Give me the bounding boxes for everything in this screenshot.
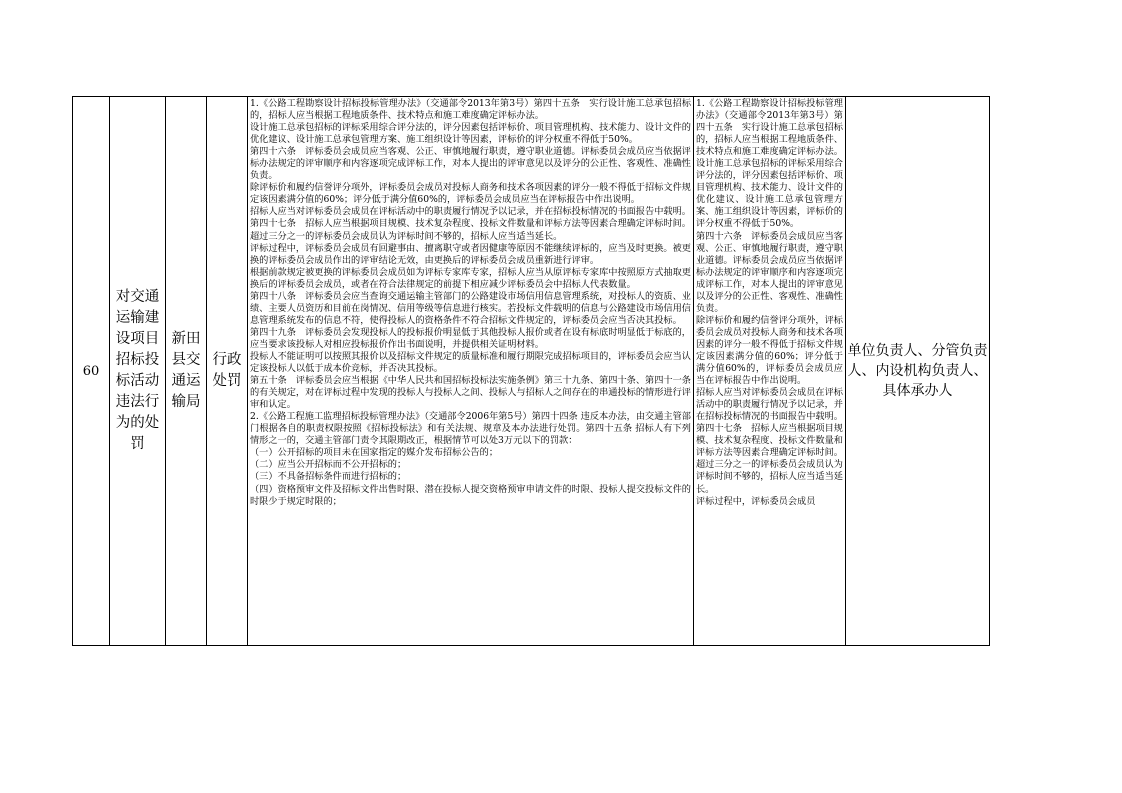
basis-paragraph: 评标过程中，评标委员会成员 — [696, 495, 816, 507]
basis-paragraph: 评标过程中，评标委员会成员有回避事由、擅离职守或者因健康等原因不能继续评标的，应当及时更换。被更换的评标委员会成员作出的评审结论无效，由更换后的评标委员会成员重新进行评审。 — [250, 242, 691, 266]
basis-paragraph: （四）资格预审文件及招标文件出售时限、潜在投标人提交资格预审申请文件的时限、投标人提交投标文件的时限少于规定时限的； — [250, 483, 691, 507]
category: 行政处罚 — [207, 97, 248, 646]
basis-paragraph: 投标人不能证明可以按照其报价以及招标文件规定的质量标准和履行期限完成招标项目的，评标委员会应当认定该投标人以低于成本价竞标，并否决其投标。 — [250, 350, 691, 375]
legal-basis-excerpt-text — [694, 97, 845, 645]
basis-paragraph: 第四十六条 评标委员会成员应当客观、公正、审慎地履行职责，遵守职业道德。评标委员会成员应当依据评标办法规定的评审顺序和内容逐项完成评标工作，对本人提出的评审意见以及评分的公正性、客观性、准确性负责。 — [696, 230, 843, 314]
responsible-persons: 单位负责人、分管负责人、内设机构负责人、具体承办人 — [846, 97, 990, 646]
basis-paragraph: 1.《公路工程勘察设计招标投标管理办法》（交通部令2013年第3号）第四十五条 实行设计施工总承包招标的，招标人应当根据工程地质条件、技术特点和施工难度确定评标办法。 — [250, 98, 691, 122]
basis-paragraph: 设计施工总承包招标的评标采用综合评分法的，评分因素包括评标价、项目管理机构、技术能力、设计文件的优化建议、设计施工总承包管理方案、施工组织设计等因素，评标价的评分权重不得低于50%。 — [696, 158, 843, 230]
legal-basis-text — [248, 97, 693, 645]
basis-paragraph: 2.《公路工程施工监理招标投标管理办法》（交通部令2006年第5号）第四十四条 违反本办法，由交通主管部门根据各自的职责权限按照《招标投标法》和有关法规、规章及本办法进行处罚。第四十五条 招标人有下列情形之一的，交通主管部门责令其限期改正，根据情节可以处3万元以下的罚款： — [250, 411, 691, 447]
basis-paragraph: 1.《公路工程勘察设计招标投标管理办法》（交通部令2013年第3号）第四十五条 实行设计施工总承包招标的，招标人应当根据工程地质条件、技术特点和施工难度确定评标办法。 — [696, 98, 843, 158]
basis-paragraph: 第四十八条 评标委员会应当查询交通运输主管部门的公路建设市场信用信息管理系统，对投标人的资质、业绩、主要人员资历和目前在岗情况、信用等级等信息进行核实。若投标文件载明的信息与公路建设市场信用信息管理系统发布的信息不符，使得投标人的资格条件不符合招标文件规定的，评标委员会应当否决其投标。 — [250, 290, 691, 326]
table-row — [73, 97, 990, 646]
basis-paragraph: 根据前款规定被更换的评标委员会成员如为评标专家库专家，招标人应当从原评标专家库中按照原方式抽取更换后的评标委员会成员，或者在符合法律规定的前提下相应减少评标委员会中招标人代表数量。 — [250, 266, 691, 290]
row-number: 60 — [73, 97, 110, 646]
basis-paragraph: （三）不具备招标条件而进行招标的； — [250, 471, 407, 483]
department-name: 新田县交通运输局 — [166, 97, 207, 646]
basis-paragraph: （二）应当公开招标而不公开招标的； — [250, 459, 407, 471]
basis-paragraph: 第四十六条 评标委员会成员应当客观、公正、审慎地履行职责，遵守职业道德。评标委员会成员应当依据评标办法规定的评审顺序和内容逐项完成评标工作，对本人提出的评审意见以及评分的公正性、客观性、准确性负责。 — [250, 146, 691, 182]
legal-basis-excerpt-cell — [694, 97, 846, 646]
basis-paragraph: 除评标价和履约信誉评分项外，评标委员会成员对投标人商务和技术各项因素的评分一般不得低于招标文件规定该因素满分值的60%；评分低于满分值60%的，评标委员会成员应当在评标报告中作出说明。 — [696, 314, 843, 387]
basis-paragraph: 第四十七条 招标人应当根据项目规模、技术复杂程度、投标文件数量和评标方法等因素合理确定评标时间。超过三分之一的评标委员会成员认为评标时间不够的，招标人应当适当延长。 — [696, 423, 843, 495]
basis-paragraph: 第四十七条 招标人应当根据项目规模、技术复杂程度、投标文件数量和评标方法等因素合理确定评标时间。超过三分之一的评标委员会成员认为评标时间不够的，招标人应当适当延长。 — [250, 218, 691, 242]
basis-paragraph: 招标人应当对评标委员会成员在评标活动中的职责履行情况予以记录，并在招标投标情况的书面报告中载明。 — [250, 206, 691, 218]
basis-paragraph: （一）公开招标的项目未在国家指定的媒介发布招标公告的； — [250, 447, 499, 459]
item-name: 对交通运输建设项目招标投标活动违法行为的处罚 — [110, 97, 166, 646]
basis-paragraph: 第五十条 评标委员会应当根据《中华人民共和国招标投标法实施条例》第三十九条、第四十条、第四十一条的有关规定，对在评标过程中发现的投标人与投标人之间、投标人与招标人之间存在的串通投标的情形进行评审和认定。 — [250, 375, 691, 411]
legal-basis-cell — [248, 97, 694, 646]
basis-paragraph: 第四十九条 评标委员会发现投标人的投标报价明显低于其他投标人报价或者在设有标底时明显低于标底的，应当要求该投标人对相应投标报价作出书面说明，并提供相关证明材料。 — [250, 326, 691, 350]
basis-paragraph: 设计施工总承包招标的评标采用综合评分法的，评分因素包括评标价、项目管理机构、技术能力、设计文件的优化建议、设计施工总承包管理方案、施工组织设计等因素，评标价的评分权重不得低于50%。 — [250, 122, 691, 146]
basis-paragraph: 招标人应当对评标委员会成员在评标活动中的职责履行情况予以记录，并在招标投标情况的书面报告中载明。 — [696, 387, 843, 423]
basis-paragraph: 除评标价和履约信誉评分项外，评标委员会成员对投标人商务和技术各项因素的评分一般不得低于招标文件规定该因素满分值的60%；评分低于满分值60%的，评标委员会成员应当在评标报告中作出说明。 — [250, 182, 691, 206]
enforcement-table — [72, 96, 990, 646]
